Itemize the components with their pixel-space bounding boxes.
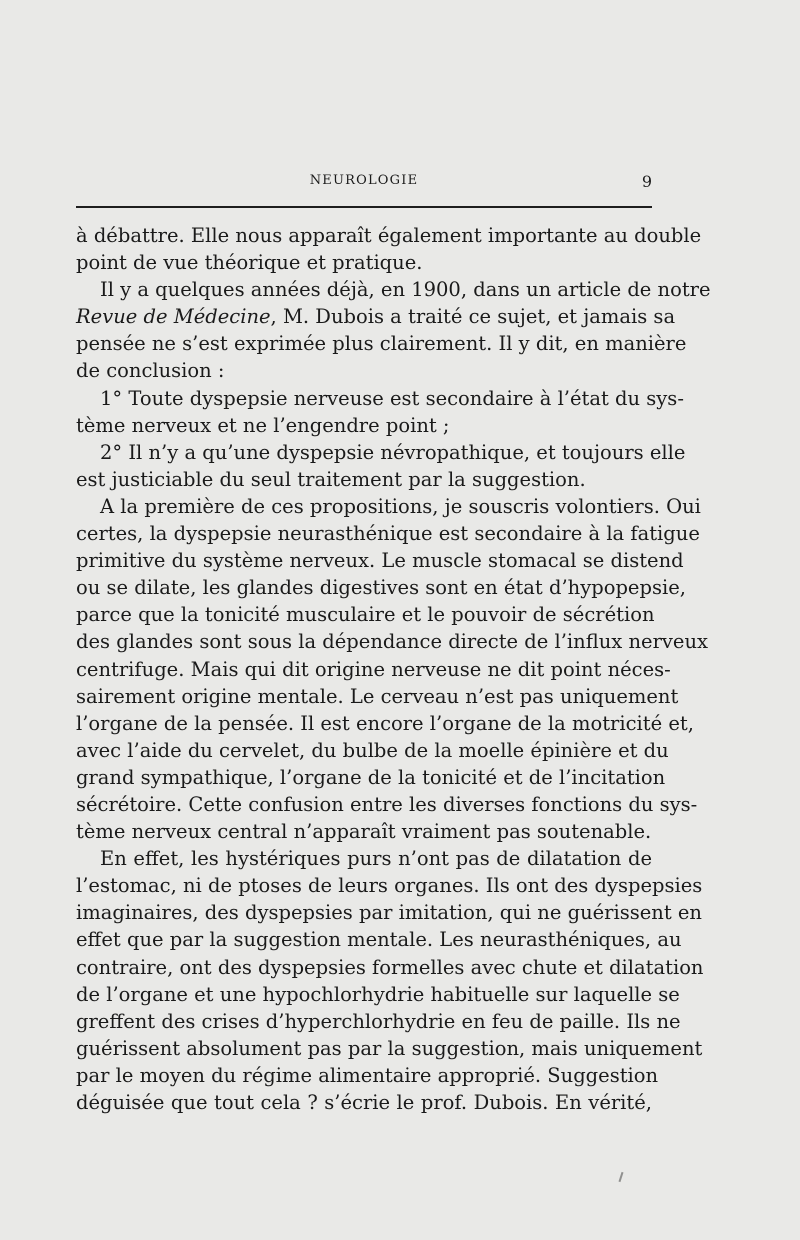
text-line: sécrétoire. Cette confusion entre les diverses fonctions du sys- <box>76 792 698 816</box>
text-line: contraire, ont des dyspepsies formelles avec chute et dilatation <box>76 955 704 979</box>
text-line: primitive du système nerveux. Le muscle stomacal se distend <box>76 549 684 573</box>
text-line: de l’organe et une hypochlorhydrie habituelle sur laquelle se <box>76 982 680 1006</box>
text-line: A la première de ces propositions, je souscris volontiers. Oui <box>100 494 701 518</box>
text-line: parce que la tonicité musculaire et le pouvoir de sécrétion <box>76 603 655 627</box>
text-line: 1° Toute dyspepsie nerveuse est secondaire à l’état du sys- <box>100 386 684 410</box>
text-line: imaginaires, des dyspepsies par imitation, qui ne guérissent en <box>76 901 702 925</box>
text-line: grand sympathique, l’organe de la tonicité et de l’incitation <box>76 765 666 789</box>
text-line: à débattre. Elle nous apparaît également importante au double <box>76 224 702 247</box>
text-line: l’organe de la pensée. Il est encore l’organe de la motricité et, <box>76 711 694 735</box>
header-rule <box>76 206 652 208</box>
ink-speck <box>619 1172 624 1182</box>
text-line: des glandes sont sous la dépendance directe de l’influx nerveux <box>76 630 709 654</box>
text-line: centrifuge. Mais qui dit origine nerveuse ne dit point néces- <box>76 657 671 681</box>
text-line: de conclusion : <box>76 359 225 383</box>
text-line: effet que par la suggestion mentale. Les neurasthéniques, au <box>76 928 682 952</box>
text-line: 2° Il n’y a qu’une dyspepsie névropathique, et toujours elle <box>100 440 686 464</box>
body-text <box>76 222 711 1116</box>
text-line: point de vue théorique et pratique. <box>76 251 423 275</box>
text-line: pensée ne s’est exprimée plus clairement. Il y dit, en manière <box>76 332 687 356</box>
text-line: guérissent absolument pas par la suggestion, mais uniquement <box>76 1036 703 1060</box>
running-title: NEUROLOGIE <box>309 173 419 188</box>
text-line: déguisée que tout cela ? s’écrie le prof. Dubois. En vérité, <box>76 1091 652 1114</box>
journal-title: Revue de Médecine <box>76 305 271 329</box>
page-number: 9 <box>641 172 652 191</box>
text-line: avec l’aide du cervelet, du bulbe de la moelle épinière et du <box>76 738 669 762</box>
text-line: Revue de Médecine, M. Dubois a traité ce sujet, et jamais sa <box>76 305 676 329</box>
text-line: certes, la dyspepsie neurasthénique est secondaire à la fatigue <box>76 522 700 546</box>
page-header <box>76 173 652 195</box>
text-line: En effet, les hystériques purs n’ont pas de dilatation de <box>100 847 652 871</box>
text-line: tème nerveux et ne l’engendre point ; <box>76 413 450 437</box>
text-line: est justiciable du seul traitement par la suggestion. <box>76 467 586 491</box>
text-line: Il y a quelques années déjà, en 1900, dans un article de notre <box>100 278 711 302</box>
text-line: ou se dilate, les glandes digestives sont en état d’hypopepsie, <box>76 576 686 600</box>
text-line: par le moyen du régime alimentaire approprié. Suggestion <box>76 1063 659 1087</box>
text-line: tème nerveux central n’apparaît vraiment pas soutenable. <box>76 820 652 844</box>
text-line: sairement origine mentale. Le cerveau n’est pas uniquement <box>76 684 679 708</box>
text-line: greffent des crises d’hyperchlorhydrie en feu de paille. Ils ne <box>76 1009 681 1033</box>
text-line: l’estomac, ni de ptoses de leurs organes. Ils ont des dyspepsies <box>76 874 703 898</box>
